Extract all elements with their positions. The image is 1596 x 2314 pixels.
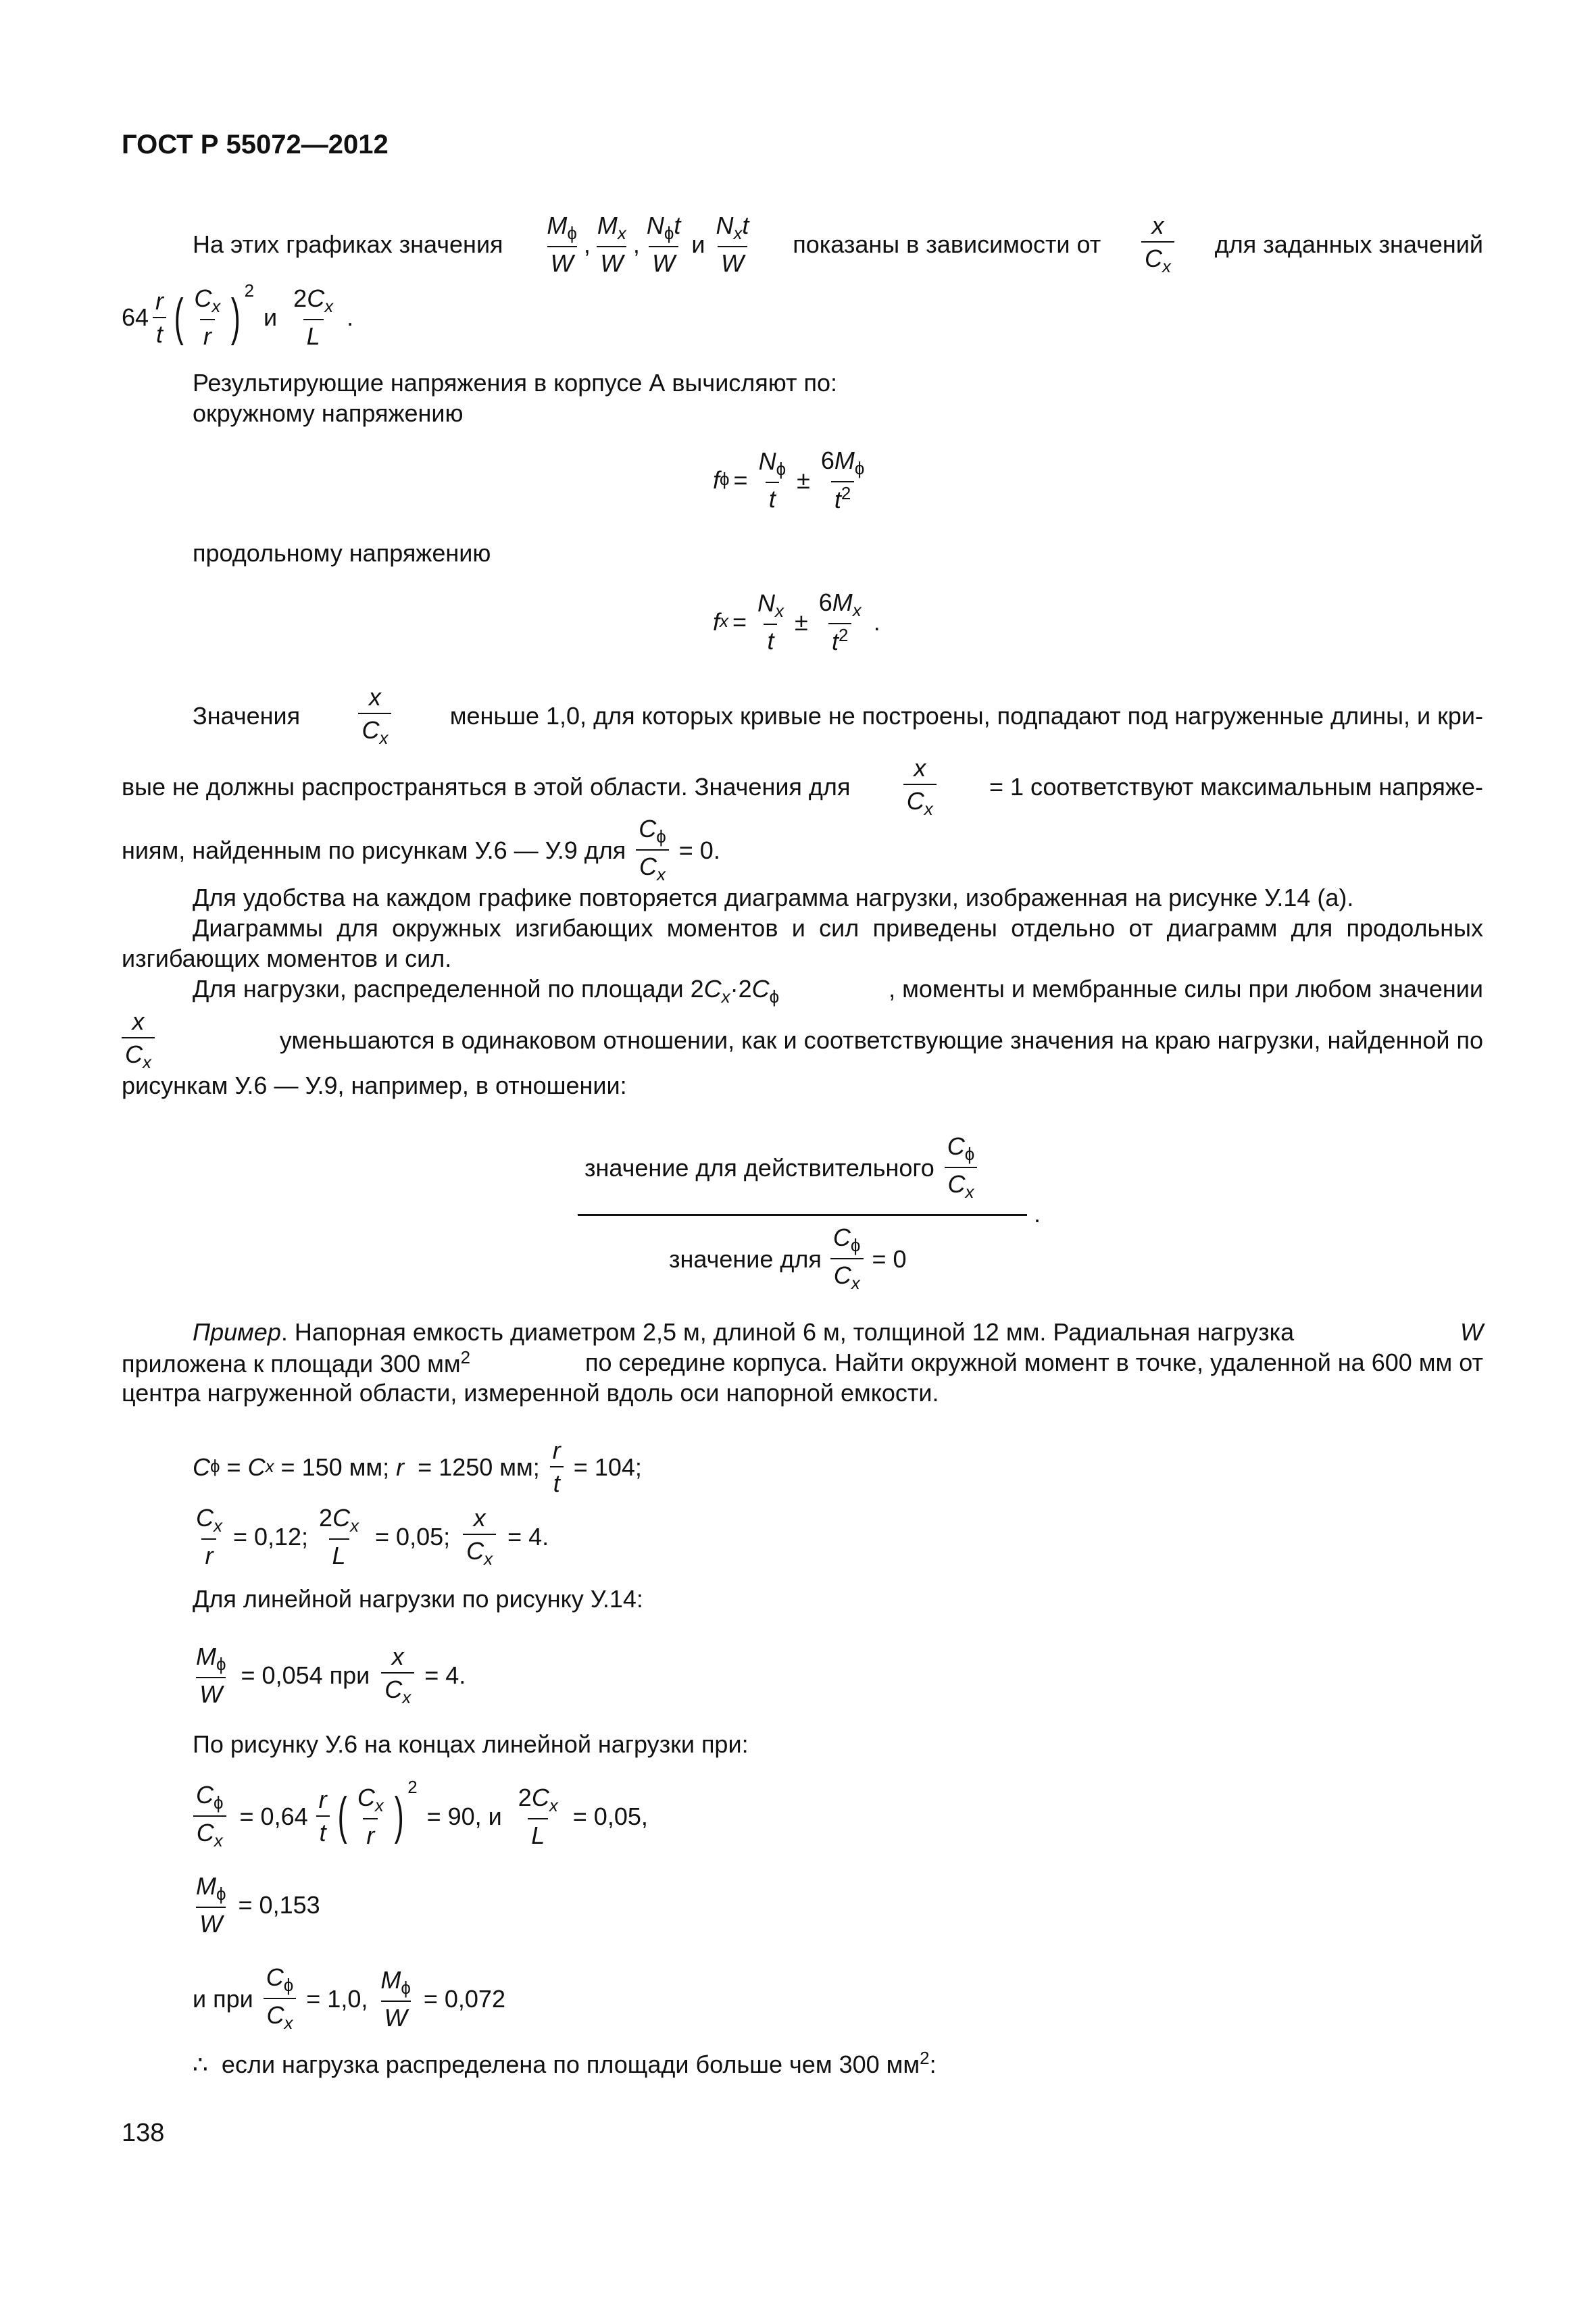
ratio-numerator: значение для действительного $C_\phi$ $C_x$ bbox=[584, 1132, 981, 1204]
example-eq-1: C ϕ = C x = 150 мм; r = 1250 мм; $\frac{r}{t}$ = 104; bbox=[193, 1436, 642, 1498]
values-line-2: вые не должны распространяться в этой области. Значения для $\frac{x}{C_x}$ = 1 соответствуют максимальным напряже- bbox=[122, 753, 1483, 820]
ratio-fraction-bar bbox=[578, 1214, 1027, 1216]
fraction-mphi-w: $M_\phi$ W bbox=[547, 211, 577, 278]
formula-hoop-stress: f ϕ = $\frac{N_\phi}{t}$ ± $\frac{6M_\phi}{t^2}$ bbox=[713, 447, 865, 514]
example-line-3: центра нагруженной области, измеренной вдоль оси напорной емкости. bbox=[122, 1379, 939, 1407]
distributed-load-line-2: x $C_x$ уменьшаются в одинаковом отношении, как и соответствующие значения на краю нагрузки, найденной по bbox=[122, 1007, 1483, 1074]
values-line-3: ниям, найденным по рисункам У.6 — У.9 для $\frac{C_\phi}{C_x}$ = 0. bbox=[122, 814, 720, 886]
distributed-load-line-1: Для нагрузки, распределенной по площади $2C_x\cdot 2C_\phi$ , моменты и мембранные силы при любом значении bbox=[193, 975, 1483, 1007]
example-eq-3: $\frac{M_\phi}{W}$ = 0,054 при $\frac{x}{C_x}$ = 4. bbox=[196, 1642, 466, 1709]
formula-longitudinal-stress: f x = $\frac{N_x}{t}$ ± $\frac{6M_x}{t^2}$ . bbox=[713, 588, 880, 656]
fraction-nphit-w: $N_\phi t$ W bbox=[646, 211, 681, 278]
ratio-period: . bbox=[1034, 1200, 1041, 1228]
ratio-denominator: значение для $\frac{C_\phi}{C_x}$ = 0 bbox=[669, 1223, 906, 1295]
last-line: ∴ если нагрузка распределена по площади больше чем 300 $мм^2$: bbox=[193, 2049, 937, 2078]
linear-load-text: Для линейной нагрузки по рисунку У.14: bbox=[193, 1585, 643, 1613]
document-header: ГОСТ Р 55072—2012 bbox=[122, 130, 389, 159]
longitudinal-stress-label: продольному напряжению bbox=[193, 539, 491, 567]
fraction-mx-w: $M_x$ W bbox=[597, 211, 626, 278]
hoop-stress-label: окружному напряжению bbox=[193, 399, 464, 427]
fraction-nxt-w: $N_xt$ W bbox=[716, 211, 749, 278]
example-eq-2: $\frac{C_x}{r}$ = 0,12; $\frac{2C_x}{L}$ = 0,05; $\frac{x}{C_x}$ = 4. bbox=[196, 1504, 549, 1570]
ratio-list: $M_\phi$ W , $M_x$ W , $N_\phi t$ W и $N_xt$ W bbox=[540, 211, 755, 278]
fraction-x-cx: x $C_x$ bbox=[1141, 211, 1174, 278]
example-eq-5: $\frac{M_\phi}{W}$ = 0,153 bbox=[196, 1872, 320, 1938]
figure-u6-text: По рисунку У.6 на концах линейной нагрузки при: bbox=[193, 1730, 749, 1758]
graphs-intro-line: На этих графиках значения $M_\phi$ W , $M_x$ W , $N_\phi t$ W и $N_xt$ W показаны в зависимости от x $C_x$ для заданных значений bbox=[193, 211, 1483, 278]
resulting-stress-text: Результирующие напряжения в корпусе А вычисляют по: bbox=[193, 369, 838, 397]
page-number: 138 bbox=[122, 2119, 165, 2147]
distributed-load-line-3: рисункам У.6 — У.9, например, в отношении: bbox=[122, 1072, 627, 1099]
example-eq-6: и при $\frac{C_\phi}{C_x}$ = 1,0, $\frac{M_\phi}{W}$ = 0,072 bbox=[193, 1963, 505, 2035]
formula-64-param: 64 r t ( $C_x$ r ) $^2$ и $2C_x$ L . bbox=[122, 282, 354, 351]
example-line-2: приложена к площади 300 $мм^2$ по середине корпуса. Найти окружной момент в точке, удаленной на 600 мм от bbox=[122, 1349, 1483, 1378]
convenience-text: Для удобства на каждом графике повторяется диаграмма нагрузки, изображенная на рисунке У.14 (а). bbox=[193, 884, 1354, 911]
example-eq-4: $\frac{C_\phi}{C_x}$ = 0,64 r t ( $C_x$ r ) $^2$ = 90, и $\frac{2C_x}{L}$ = 0,05, bbox=[193, 1780, 648, 1853]
diagrams-text-2: изгибающих моментов и сил. bbox=[122, 945, 452, 972]
therefore-symbol: ∴ bbox=[193, 2051, 208, 2078]
values-line-1: Значения x $C_x$ меньше 1,0, для которых кривые не построены, подпадают под нагруженные длины, и кри- bbox=[193, 682, 1483, 749]
diagrams-text-1: Диаграммы для окружных изгибающих моментов и сил приведены отдельно от диаграмм для продольных bbox=[193, 914, 1483, 942]
example-line-1: Пример. Напорная емкость диаметром 2,5 м, длиной 6 м, толщиной 12 мм. Радиальная нагрузка W bbox=[193, 1318, 1483, 1346]
